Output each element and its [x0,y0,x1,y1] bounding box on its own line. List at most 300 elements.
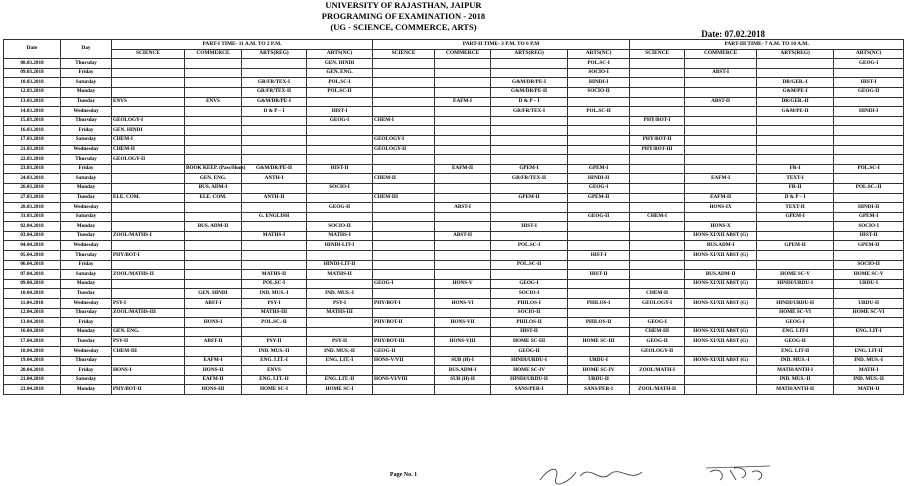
paper-cell: GEOG-II [630,337,685,347]
paper-cell [685,385,757,395]
date-cell: 20.04.2018 [4,366,61,376]
paper-cell [373,251,435,261]
day-cell: Tuesday [61,231,112,241]
date-cell: 12.04.2018 [4,308,61,318]
paper-cell: GEOLOGY-II [373,145,435,155]
paper-cell [185,107,242,117]
paper-cell: CHEM-I [373,116,435,126]
paper-cell [112,356,185,366]
paper-cell [242,145,307,155]
paper-cell [435,193,491,203]
paper-cell [757,289,834,299]
paper-cell [112,68,185,78]
day-cell: Friday [61,68,112,78]
day-cell: Thursday [61,59,112,69]
paper-cell: TEXT-I [757,174,834,184]
paper-cell: GEOG-I [834,59,904,69]
paper-cell: PHY/BOT-III [373,337,435,347]
paper-cell: DR/GER.-II [757,97,834,107]
paper-cell [185,116,242,126]
table-row [4,299,904,309]
table-row [4,193,904,203]
day-cell: Thursday [61,356,112,366]
paper-cell: D & P – I [242,107,307,117]
paper-cell [685,183,757,193]
paper-cell [112,260,185,270]
paper-cell: PHILOS-II [491,318,568,328]
paper-cell: ZOOL/MATH-I [630,366,685,376]
paper-cell [242,183,307,193]
paper-cell: HIST-II [491,327,568,337]
paper-cell [630,270,685,280]
paper-cell [491,126,568,136]
day-cell: Thursday [61,308,112,318]
paper-cell: ABST-I [435,203,491,213]
date-cell: 18.04.2018 [4,347,61,357]
paper-cell [630,87,685,97]
paper-cell: HONS-XI/XII ABST (G) [685,337,757,347]
paper-cell [834,97,904,107]
paper-cell: HOME SC-VI [834,308,904,318]
paper-cell: HINDI/URDU-I [491,356,568,366]
paper-cell [685,366,757,376]
paper-cell: G. ENGLISH [242,212,307,222]
date-cell: 09.03.2018 [4,68,61,78]
paper-cell: HINDI-LIT-II [307,260,373,270]
table-row [4,107,904,117]
part3-header: PART-III TIME- 7 A.M. TO 10 A.M. [630,40,904,50]
table-row [4,231,904,241]
paper-cell [685,289,757,299]
paper-cell: SOCIO-I [568,68,630,78]
paper-cell: HOME SC-IV [491,366,568,376]
paper-cell: HONS-VI/VIII [373,375,435,385]
paper-cell: HONS-X [685,222,757,232]
paper-cell: PHILOS-I [491,299,568,309]
paper-cell [373,241,435,251]
paper-cell [757,126,834,136]
paper-cell: ABST-II [435,231,491,241]
date-cell: 24.03.2018 [4,174,61,184]
paper-cell [373,222,435,232]
paper-cell [373,126,435,136]
col-day-header: Day [61,40,112,59]
paper-cell: MATHS-III [242,308,307,318]
paper-cell: MATHS-II [242,270,307,280]
date-cell: 27.03.2018 [4,193,61,203]
paper-cell: GEOG-II [568,212,630,222]
date-cell: 17.04.2018 [4,337,61,347]
paper-cell: SOCIO-I [491,289,568,299]
paper-cell [242,68,307,78]
paper-cell: MATH/ANTH-II [757,385,834,395]
paper-cell [373,212,435,222]
paper-cell [630,68,685,78]
table-row [4,164,904,174]
paper-cell: HOME SC-IV [568,366,630,376]
paper-cell [757,260,834,270]
paper-cell: BUS.ADM-II [685,270,757,280]
table-row [4,145,904,155]
paper-cell [568,327,630,337]
paper-cell: ZOOL/MATHS-III [112,308,185,318]
paper-cell [112,78,185,88]
paper-cell [242,251,307,261]
paper-cell [435,327,491,337]
table-row [4,270,904,280]
day-cell: Wednesday [61,347,112,357]
paper-cell: GEOG-II [307,203,373,213]
paper-cell: G&M/DR/PE-II [491,87,568,97]
paper-cell [435,145,491,155]
paper-cell: POL.SC-II [491,260,568,270]
paper-cell: SANS/PER-I [491,385,568,395]
paper-cell [491,135,568,145]
paper-cell [491,231,568,241]
date-cell: 19.04.2018 [4,356,61,366]
date-cell: 08.03.2018 [4,59,61,69]
paper-cell [373,366,435,376]
paper-cell: BUS. ADM-II [185,222,242,232]
paper-cell: MATHS-I [307,231,373,241]
paper-cell [834,337,904,347]
paper-cell [630,231,685,241]
paper-cell [435,155,491,165]
paper-cell: HONS-XI/XII ABST (G) [685,251,757,261]
paper-cell: GEN. ENG. [307,68,373,78]
paper-cell: HONS-II [185,366,242,376]
paper-cell: G&M/DR/PE-I [491,78,568,88]
paper-cell: FR-II [757,183,834,193]
paper-cell [435,212,491,222]
paper-cell: HONS-IX [685,203,757,213]
paper-cell: ENG. LIT-I [757,327,834,337]
paper-cell: SOCIO-I [834,222,904,232]
paper-cell: ENVS [185,97,242,107]
table-row [4,327,904,337]
paper-cell: PHY/BOT-II [112,385,185,395]
paper-cell: HONS-V/VII [373,356,435,366]
paper-cell [373,308,435,318]
paper-cell [568,347,630,357]
paper-cell [630,222,685,232]
paper-cell [373,270,435,280]
paper-cell [435,308,491,318]
paper-cell [685,318,757,328]
stream-header-2: ARTS(REG) [242,49,307,59]
table-row [4,87,904,97]
paper-cell [373,107,435,117]
paper-cell [757,116,834,126]
paper-cell [185,347,242,357]
paper-cell: IND. MUS.-I [307,289,373,299]
paper-cell: URDU-I [568,356,630,366]
paper-cell [630,78,685,88]
day-cell: Friday [61,366,112,376]
paper-cell: EAFM-II [685,193,757,203]
paper-cell: ENG. LIT-II [757,347,834,357]
paper-cell: PHY/BOT-I [373,299,435,309]
paper-cell: GEN. ENG. [112,327,185,337]
date-cell: 13.03.2018 [4,97,61,107]
paper-cell: MATH/ANTH-I [757,366,834,376]
paper-cell: ANTH-II [242,193,307,203]
paper-cell [373,68,435,78]
paper-cell: ABST-II [685,97,757,107]
day-cell: Monday [61,87,112,97]
paper-cell [435,135,491,145]
paper-cell [685,87,757,97]
paper-cell [757,59,834,69]
paper-cell [630,356,685,366]
day-cell: Friday [61,260,112,270]
paper-cell [568,97,630,107]
paper-cell: HONS-VII [435,318,491,328]
paper-cell: BUS.ADM-I [685,241,757,251]
table-row [4,183,904,193]
paper-cell [630,241,685,251]
paper-cell: CHEM-III [373,193,435,203]
paper-cell [568,116,630,126]
paper-cell: HONS-XI/XII ABST (G) [685,327,757,337]
paper-cell [834,145,904,155]
paper-cell [568,289,630,299]
paper-cell: HOME SC-I [242,385,307,395]
paper-cell [307,135,373,145]
paper-cell [630,107,685,117]
date-cell: 13.04.2018 [4,318,61,328]
paper-cell: HONS-VIII [435,337,491,347]
paper-cell: CHEM-III [630,327,685,337]
paper-cell [185,270,242,280]
table-row [4,59,904,69]
paper-cell: HONS-I [112,366,185,376]
paper-cell [185,203,242,213]
paper-cell: MATH-I [834,366,904,376]
paper-cell [185,251,242,261]
paper-cell: HONS-XI/XII ABST (G) [685,279,757,289]
paper-cell [630,174,685,184]
paper-cell: GEOG-I [373,279,435,289]
paper-cell [435,107,491,117]
paper-cell: HOME SC-III [491,337,568,347]
paper-cell: BOOK KEEP. (Pass/Hons) [185,164,242,174]
paper-cell [685,78,757,88]
paper-cell: ABST-I [185,299,242,309]
paper-cell [834,68,904,78]
paper-cell [491,116,568,126]
stream-header-10: ARTS(REG) [757,49,834,59]
paper-cell: HIST-II [568,270,630,280]
table-row [4,308,904,318]
paper-cell [242,126,307,136]
paper-cell: HONS-I [185,318,242,328]
paper-cell: HINDI-II [834,203,904,213]
paper-cell [185,135,242,145]
table-row [4,347,904,357]
paper-cell [185,87,242,97]
university-title: UNIVERSITY OF RAJASTHAN, JAIPUR [325,0,482,10]
paper-cell: PSY-II [307,337,373,347]
paper-cell [307,174,373,184]
paper-cell [185,155,242,165]
paper-cell [373,327,435,337]
paper-cell: HINDI-I [568,78,630,88]
paper-cell: ENG. LIT.-II [242,375,307,385]
paper-cell: GEOLOGY-I [373,135,435,145]
paper-cell: PHY/BOT-I [112,251,185,261]
paper-cell [630,164,685,174]
paper-cell: CHEM-II [373,174,435,184]
day-cell: Tuesday [61,289,112,299]
paper-cell [568,241,630,251]
stream-header-6: ARTS(REG) [491,49,568,59]
date-cell: 15.03.2018 [4,116,61,126]
day-cell: Thursday [61,251,112,261]
paper-cell [242,241,307,251]
paper-cell [112,375,185,385]
paper-cell: PHY/BOT-II [630,135,685,145]
paper-cell [568,222,630,232]
stream-header-9: COMMERCE [685,49,757,59]
paper-cell: POL.SC-I [307,78,373,88]
stream-header-4: SCIENCE [373,49,435,59]
paper-cell: HONS-V [435,279,491,289]
paper-cell: POL.SC-II [307,87,373,97]
paper-cell: POL.SC-II [568,107,630,117]
paper-cell: BUS.ADM-I [435,366,491,376]
paper-cell [435,347,491,357]
paper-cell [685,212,757,222]
table-row [4,116,904,126]
paper-cell [112,289,185,299]
paper-cell [307,145,373,155]
date-cell: 22.03.2018 [4,155,61,165]
paper-cell: ZOOL/MATH-II [630,385,685,395]
paper-cell: HINDI/URDU-II [757,299,834,309]
paper-cell [242,116,307,126]
paper-cell: HOME SC-III [568,337,630,347]
header-row-parts [4,40,904,50]
day-cell: Saturday [61,174,112,184]
paper-cell: SUB (H)-II [435,375,491,385]
date-cell: 14.03.2018 [4,107,61,117]
date-cell: 11.04.2018 [4,299,61,309]
stream-header-8: SCIENCE [630,49,685,59]
table-row [4,135,904,145]
paper-cell: GEOG-II [491,347,568,357]
paper-cell [568,155,630,165]
paper-cell: URDU-II [834,299,904,309]
paper-cell [185,126,242,136]
paper-cell [185,145,242,155]
paper-cell [491,68,568,78]
paper-cell: FR-I [757,164,834,174]
paper-cell [435,183,491,193]
paper-cell [242,155,307,165]
paper-cell: HINDI/URDU-II [491,375,568,385]
paper-cell: GPEM-I [834,212,904,222]
paper-cell [630,193,685,203]
paper-cell: HIST-I [834,78,904,88]
day-cell: Wednesday [61,145,112,155]
paper-cell: DR/GER.-I [757,78,834,88]
paper-cell [185,260,242,270]
paper-cell [834,155,904,165]
paper-cell [757,68,834,78]
paper-cell [757,222,834,232]
paper-cell [435,174,491,184]
paper-cell: PHY/BOT-II [373,318,435,328]
paper-cell [435,78,491,88]
table-row [4,289,904,299]
paper-cell: PSY-II [112,337,185,347]
date-cell: 16.03.2018 [4,126,61,136]
paper-cell: IND. MUS.-II [834,375,904,385]
date-cell: 05.04.2018 [4,251,61,261]
paper-cell: PSY-I [307,299,373,309]
paper-cell [307,155,373,165]
paper-cell: HOME SC-V [834,270,904,280]
date-cell: 04.04.2018 [4,241,61,251]
paper-cell [112,164,185,174]
paper-cell [685,260,757,270]
paper-cell: HINDI/URDU-I [757,279,834,289]
paper-cell: GEOG-I [757,318,834,328]
paper-cell [630,308,685,318]
table-row [4,174,904,184]
table-row [4,203,904,213]
signature-icon [530,462,800,486]
date-cell: 02.04.2018 [4,222,61,232]
paper-cell [373,87,435,97]
paper-cell [685,59,757,69]
paper-cell [112,107,185,117]
paper-cell: ENG. LIT-I [834,327,904,337]
paper-cell: GR/FR/TEX-I [491,107,568,117]
date-cell: 12.03.2018 [4,87,61,97]
paper-cell [185,327,242,337]
paper-cell [242,135,307,145]
day-cell: Friday [61,126,112,136]
paper-cell [112,87,185,97]
paper-cell [373,97,435,107]
day-cell: Saturday [61,78,112,88]
table-row [4,260,904,270]
paper-cell [630,251,685,261]
paper-cell [568,279,630,289]
date-cell: 03.04.2018 [4,231,61,241]
paper-cell: GR/FR/TEX-I [242,78,307,88]
paper-cell: HIST-I [568,251,630,261]
paper-cell: HONS-III [185,385,242,395]
paper-cell [242,222,307,232]
paper-cell: GEOG-II [834,87,904,97]
paper-cell [757,231,834,241]
stream-header-3: ARTS(NC) [307,49,373,59]
paper-cell: IND. MUS.-I [757,356,834,366]
stream-header-0: SCIENCE [112,49,185,59]
date-cell: 28.03.2018 [4,203,61,213]
paper-cell [491,59,568,69]
table-row [4,279,904,289]
paper-cell: CHEM-III [112,347,185,357]
paper-cell: IND. MUS.-I [834,356,904,366]
paper-cell: GPEM-I [491,164,568,174]
paper-cell [435,385,491,395]
paper-cell: MATHS-I [242,231,307,241]
paper-cell [242,59,307,69]
